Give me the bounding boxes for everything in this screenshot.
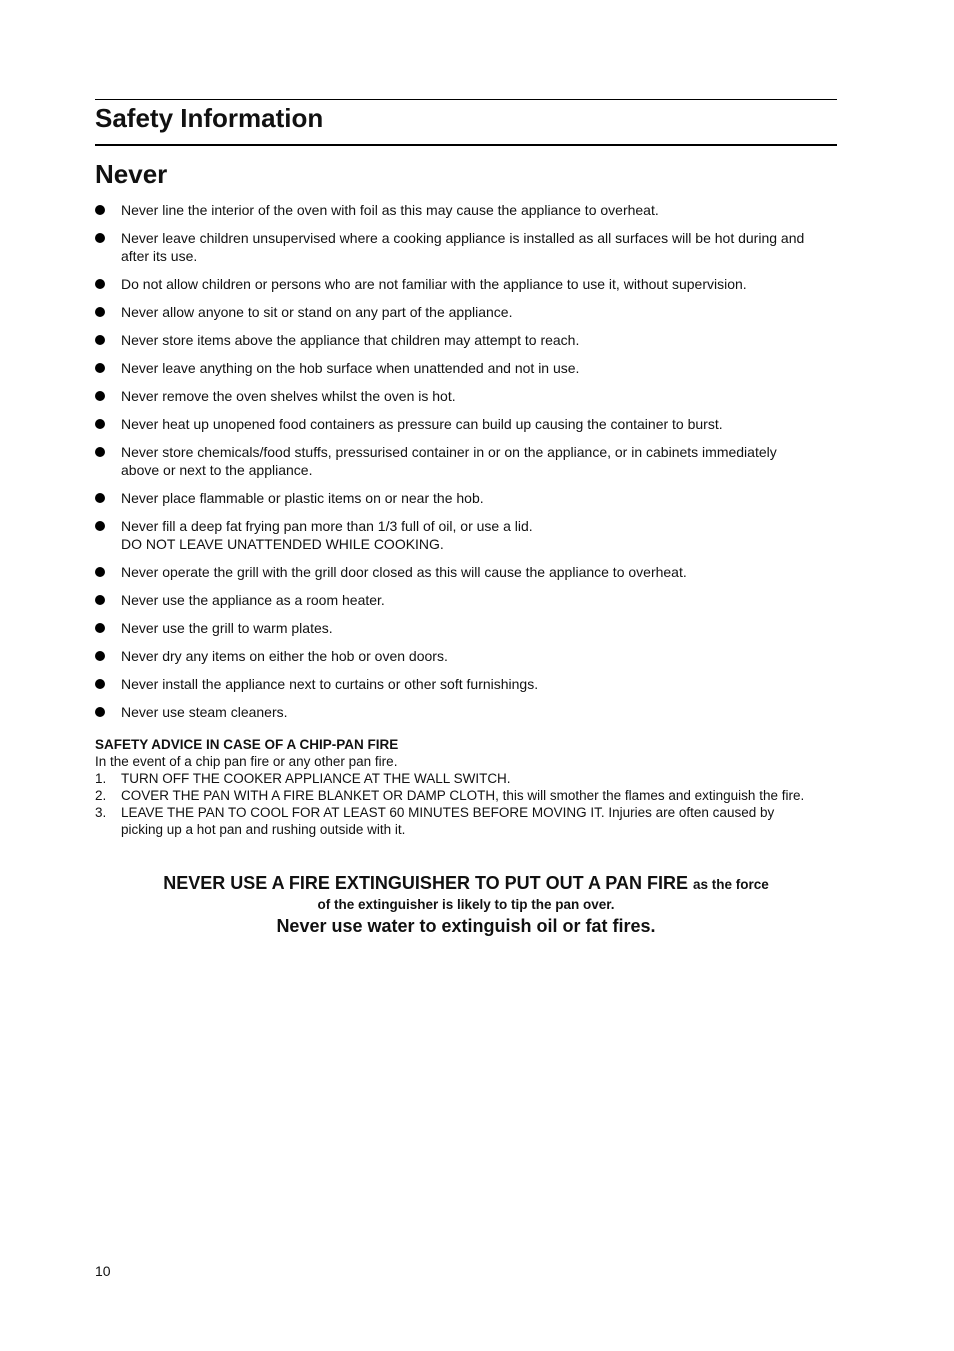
list-item-text: Never dry any items on either the hob or oven doors.: [121, 648, 448, 664]
bullet-icon: [95, 567, 105, 577]
step-text: LEAVE THE PAN TO COOL FOR AT LEAST 60 MINUTES BEFORE MOVING IT. Injuries are often caused by picking up a hot pan and rushing outside with it.: [121, 805, 775, 837]
list-item-text: Never remove the oven shelves whilst the oven is hot.: [121, 388, 456, 404]
bullet-icon: [95, 363, 105, 373]
warning-main-text: NEVER USE A FIRE EXTINGUISHER TO PUT OUT A PAN FIRE: [163, 873, 688, 893]
warning-line-3: Never use water to extinguish oil or fat fires.: [276, 916, 656, 936]
list-item-text: Never leave anything on the hob surface when unattended and not in use.: [121, 360, 580, 376]
step-text: COVER THE PAN WITH A FIRE BLANKET OR DAMP CLOTH, this will smother the flames and extinguish the fire.: [121, 788, 805, 803]
bullet-icon: [95, 679, 105, 689]
list-item: [95, 387, 817, 405]
advice-step: [95, 787, 817, 804]
list-item: [95, 647, 817, 665]
list-item: [95, 703, 817, 721]
list-item-text: Never install the appliance next to curtains or other soft furnishings.: [121, 676, 539, 692]
section-title: Never: [95, 159, 168, 189]
list-item: [95, 619, 817, 637]
advice-steps: [95, 770, 817, 838]
warning-small-text: as the force: [692, 877, 769, 892]
bullet-icon: [95, 279, 105, 289]
bullet-icon: [95, 335, 105, 345]
list-item: [95, 675, 817, 693]
list-item: [95, 415, 817, 433]
section-rule: [95, 144, 837, 146]
list-item-text: Never leave children unsupervised where a cooking appliance is installed as all surfaces will be hot during and after its use.: [121, 230, 805, 264]
list-item-text: Never store items above the appliance that children may attempt to reach.: [121, 332, 580, 348]
list-item-text: Never place flammable or plastic items on or near the hob.: [121, 490, 484, 506]
warning-line-2: of the extinguisher is likely to tip the pan over.: [317, 897, 615, 912]
advice-step: [95, 804, 817, 838]
list-item-caution: DO NOT LEAVE UNATTENDED WHILE COOKING.: [121, 536, 444, 552]
list-item: [95, 275, 817, 293]
bullet-icon: [95, 391, 105, 401]
list-item-text: Never use the appliance as a room heater.: [121, 592, 385, 608]
bullet-icon: [95, 707, 105, 717]
list-item-text: Never allow anyone to sit or stand on any part of the appliance.: [121, 304, 513, 320]
advice-step: [95, 770, 817, 787]
list-item: [95, 229, 817, 265]
step-number: 2.: [95, 788, 107, 803]
bullet-icon: [95, 205, 105, 215]
bullet-icon: [95, 233, 105, 243]
fire-warning: [95, 872, 837, 938]
page-title: Safety Information: [95, 103, 324, 133]
list-item: [95, 591, 817, 609]
list-item-text: Do not allow children or persons who are not familiar with the appliance to use it, without supervision.: [121, 276, 747, 292]
advice-intro: In the event of a chip pan fire or any other pan fire.: [95, 754, 398, 769]
bullet-icon: [95, 307, 105, 317]
bullet-icon: [95, 623, 105, 633]
list-item: [95, 489, 817, 507]
list-item-text: Never heat up unopened food containers as pressure can build up causing the container to burst.: [121, 416, 723, 432]
bullet-icon: [95, 493, 105, 503]
list-item: [95, 331, 817, 349]
list-item-text: Never store chemicals/food stuffs, pressurised container in or on the appliance, or in cabinets immediately above or next to the appliance.: [121, 444, 777, 478]
list-item-text: Never use steam cleaners.: [121, 704, 288, 720]
never-list: [95, 201, 817, 731]
list-item-text: Never operate the grill with the grill door closed as this will cause the appliance to overheat.: [121, 564, 687, 580]
list-item: [95, 517, 817, 553]
page-number: 10: [95, 1263, 111, 1279]
list-item: [95, 563, 817, 581]
advice-title: SAFETY ADVICE IN CASE OF A CHIP-PAN FIRE: [95, 737, 399, 752]
header-rule: [95, 99, 837, 100]
list-item-text: Never use the grill to warm plates.: [121, 620, 333, 636]
step-number: 3.: [95, 805, 107, 820]
bullet-icon: [95, 595, 105, 605]
bullet-icon: [95, 447, 105, 457]
bullet-icon: [95, 419, 105, 429]
list-item: [95, 201, 817, 219]
warning-line-1: [95, 872, 837, 896]
chip-pan-fire-advice: [95, 736, 817, 838]
bullet-icon: [95, 521, 105, 531]
list-item-text: Never fill a deep fat frying pan more than 1/3 full of oil, or use a lid.: [121, 518, 533, 534]
list-item: [95, 303, 817, 321]
list-item-text: Never line the interior of the oven with foil as this may cause the appliance to overheat.: [121, 202, 659, 218]
bullet-icon: [95, 651, 105, 661]
step-text: TURN OFF THE COOKER APPLIANCE AT THE WALL SWITCH.: [121, 771, 511, 786]
step-number: 1.: [95, 771, 107, 786]
list-item: [95, 359, 817, 377]
list-item: [95, 443, 817, 479]
